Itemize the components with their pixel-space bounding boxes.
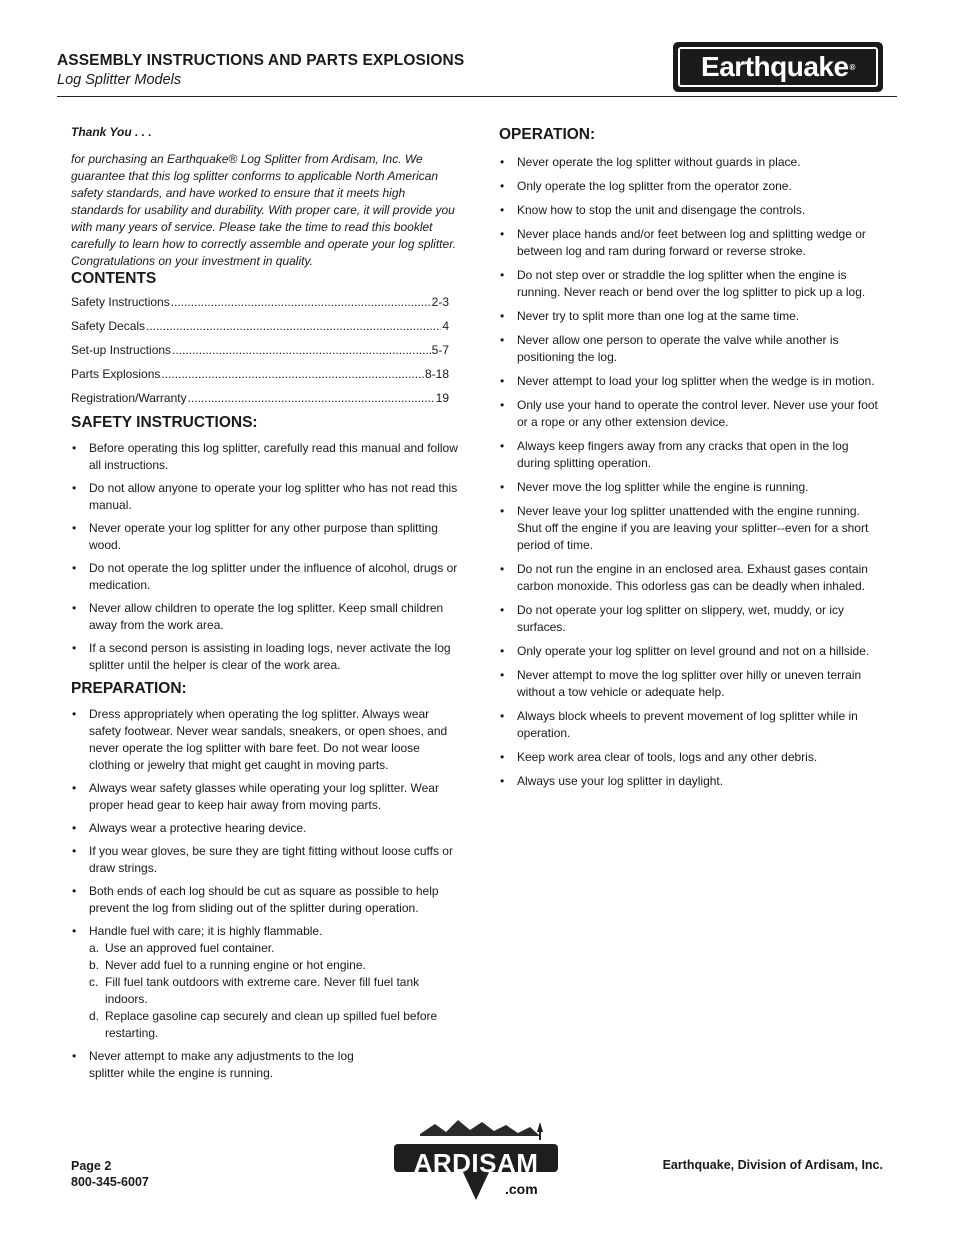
list-item: • Only use your hand to operate the control lever. Never use your foot or a rope or any other extension device. (499, 397, 884, 431)
list-item: • Always wear a protective hearing device. (71, 820, 461, 837)
list-item: • If you wear gloves, be sure they are tight fitting without loose cuffs or draw strings. (71, 843, 461, 877)
thank-you-heading: Thank You . . . (71, 125, 152, 139)
ardisam-wordmark: ARDISAM (413, 1148, 539, 1178)
list-item: • Never place hands and/or feet between log and splitting wedge or between log and ram during forward or reverse stroke. (499, 226, 884, 260)
list-item: • Never operate the log splitter without guards in place. (499, 154, 884, 171)
right-column (499, 122, 884, 797)
toc-entry: Parts Explosions ..... 8-18 (71, 366, 449, 390)
list-item: • Only operate your log splitter on level ground and not on a hillside. (499, 643, 884, 660)
list-item: • Never attempt to make any adjustments to the log splitter while the engine is running. (71, 1048, 379, 1082)
list-item: • Always keep fingers away from any cracks that open in the log during splitting operation. (499, 438, 884, 472)
preparation-heading: PREPARATION: (71, 680, 187, 697)
list-item: • Both ends of each log should be cut as square as possible to help prevent the log from sliding out of the splitter during operation. (71, 883, 461, 917)
toc-entry: Set-up Instructions ..... 5-7 (71, 342, 449, 366)
list-item: • Do not operate the log splitter under the influence of alcohol, drugs or medication. (71, 560, 461, 594)
list-item: • Never attempt to load your log splitter when the wedge is in motion. (499, 373, 884, 390)
list-item: • Before operating this log splitter, carefully read this manual and follow all instructions. (71, 440, 461, 474)
list-item: • Keep work area clear of tools, logs and any other debris. (499, 749, 884, 766)
earthquake-logo (673, 42, 883, 92)
fuel-text: • Handle fuel with care; it is highly flammable. (89, 924, 323, 938)
sub-item: c. Fill fuel tank outdoors with extreme care. Never fill fuel tank indoors. (89, 975, 420, 1006)
preparation-list (71, 706, 461, 1082)
registered-mark: ® (849, 62, 855, 72)
operation-heading: OPERATION: (499, 126, 596, 143)
list-item: • Dress appropriately when operating the log splitter. Always wear safety footwear. Never wear sandals, sneakers, or open shoes, and never operate the log splitter with bare feet. Do not wear loose clothing or jewelry that might get caught in moving parts. (71, 706, 461, 774)
list-item: • Never operate your log splitter for any other purpose than splitting wood. (71, 520, 461, 554)
fuel-list-item (71, 923, 461, 1042)
list-item: • Do not step over or straddle the log splitter when the engine is running. Never reach or bend over the log splitter to pick up a log. (499, 267, 884, 301)
sub-item: d. Replace gasoline cap securely and clean up spilled fuel before restarting. (89, 1009, 438, 1040)
safety-list (71, 440, 461, 674)
list-item: • Never attempt to move the log splitter over hilly or uneven terrain without a tow vehicle or adequate help. (499, 667, 884, 701)
list-item: • Always block wheels to prevent movement of log splitter while in operation. (499, 708, 884, 742)
list-item: • Only operate the log splitter from the operator zone. (499, 178, 884, 195)
toc-entry: Safety Instructions ..... 2-3 (71, 294, 449, 318)
list-item: • Never leave your log splitter unattended with the engine running. Shut off the engine if you are leaving your splitter--even for a short period of time. (499, 503, 884, 554)
toc-entry: Safety Decals ..... 4 (71, 318, 449, 342)
page-footer-left (71, 1158, 149, 1190)
list-item: • Never allow one person to operate the valve while another is positioning the log. (499, 332, 884, 366)
sub-item: b. Never add fuel to a running engine or hot engine. (89, 958, 366, 972)
list-item: • Always use your log splitter in daylight. (499, 773, 884, 790)
header-divider (57, 96, 897, 97)
list-item: • Know how to stop the unit and disengage the controls. (499, 202, 884, 219)
list-item: • Do not allow anyone to operate your log splitter who has not read this manual. (71, 480, 461, 514)
fuel-sub-list (89, 940, 461, 1042)
thank-you-body: for purchasing an Earthquake® Log Splitter from Ardisam, Inc. We guarantee that this log splitter conforms to applicable North American safety standards, and have worked to ensure that it meets high standards for usability and durability. With proper care, it will provide you with many years of service. Please take the time to read this booklet carefully to learn how to correctly assemble and operate your log splitter. Congratulations on your investment in quality. (71, 152, 457, 268)
operation-list (499, 154, 884, 790)
list-item: • Never allow children to operate the log splitter. Keep small children away from the work area. (71, 600, 461, 634)
contents-heading: CONTENTS (71, 270, 157, 287)
toc-entry: Registration/Warranty ..... 19 (71, 390, 449, 414)
document-subtitle: Log Splitter Models (57, 72, 182, 88)
table-of-contents (71, 294, 449, 414)
list-item: • Do not operate your log splitter on slippery, wet, muddy, or icy surfaces. (499, 602, 884, 636)
company-name: Earthquake, Division of Ardisam, Inc. (662, 1158, 883, 1172)
ardisam-com-text: .com (505, 1181, 538, 1197)
phone-number: 800-345-6007 (71, 1175, 149, 1189)
safety-heading: SAFETY INSTRUCTIONS: (71, 414, 258, 431)
list-item: • If a second person is assisting in loading logs, never activate the log splitter until the helper is clear of the work area. (71, 640, 461, 674)
document-title: ASSEMBLY INSTRUCTIONS AND PARTS EXPLOSIONS (57, 52, 465, 69)
page-number: Page 2 (71, 1159, 112, 1173)
list-item: • Do not run the engine in an enclosed area. Exhaust gases contain carbon monoxide. This odorless gas can be deadly when inhaled. (499, 561, 884, 595)
left-column (71, 122, 461, 1088)
list-item: • Always wear safety glasses while operating your log splitter. Wear proper head gear to keep hair away from moving parts. (71, 780, 461, 814)
list-item: • Never move the log splitter while the engine is running. (499, 479, 884, 496)
list-item: • Never try to split more than one log at the same time. (499, 308, 884, 325)
logo-text: Earthquake (701, 51, 849, 82)
sub-item: a. Use an approved fuel container. (89, 941, 275, 955)
